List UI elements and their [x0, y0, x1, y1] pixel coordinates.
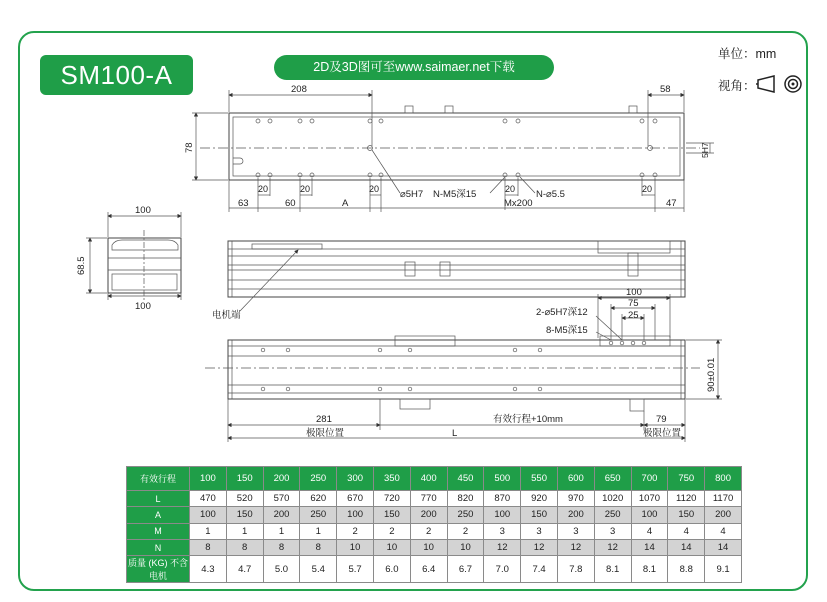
table-cell: 5.4	[300, 556, 337, 583]
table-cell: 820	[447, 491, 484, 507]
table-cell: 670	[337, 491, 374, 507]
table-cell: 10	[447, 539, 484, 555]
table-cell: 1	[226, 523, 263, 539]
table-cell: 200	[263, 507, 300, 523]
table-cell: 6.7	[447, 556, 484, 583]
table-cell: 1070	[631, 491, 668, 507]
table-cell: 7.0	[484, 556, 521, 583]
table-row	[127, 539, 742, 555]
table-cell: 150	[521, 507, 558, 523]
bottom-dim-height: 90±0.01	[706, 357, 717, 392]
table-cell: 7.8	[557, 556, 594, 583]
table-cell: 8.1	[594, 556, 631, 583]
dim-208: 208	[291, 84, 307, 95]
table-cell: 450	[447, 467, 484, 491]
dim-78: 78	[184, 142, 195, 153]
end-view	[86, 212, 181, 300]
table-cell: 4.7	[226, 556, 263, 583]
table-cell: 8	[300, 539, 337, 555]
dim-20-d: 20	[505, 184, 516, 194]
limit-right: 极限位置	[643, 428, 682, 439]
dim-58: 58	[660, 84, 671, 95]
table-cell: 620	[300, 491, 337, 507]
table-cell: 1	[263, 523, 300, 539]
table-cell: 3	[594, 523, 631, 539]
table-cell: 920	[521, 491, 558, 507]
unit-label: 单位：mm	[718, 47, 777, 61]
table-cell: 14	[668, 539, 705, 555]
label-hole: ⌀5H7	[400, 189, 424, 200]
table-cell: 8	[190, 539, 227, 555]
table-cell: 8	[226, 539, 263, 555]
table-cell: 100	[190, 467, 227, 491]
table-cell: 400	[410, 467, 447, 491]
table-cell: 720	[373, 491, 410, 507]
table-row	[127, 523, 742, 539]
dim-5h7: 5H7	[700, 142, 710, 158]
bottom-dim-75: 75	[628, 298, 639, 309]
table-cell: 9.1	[705, 556, 742, 583]
table-cell: 100	[337, 507, 374, 523]
table-cell: 10	[373, 539, 410, 555]
thread-label: 8-M5深15	[546, 325, 588, 336]
table-cell: 200	[263, 467, 300, 491]
table-cell: 12	[521, 539, 558, 555]
download-link[interactable]: 2D及3D图可至www.saimaer.net下载	[274, 55, 554, 80]
dim-20-c: 20	[369, 184, 380, 194]
table-row	[127, 507, 742, 523]
table-cell: 300	[337, 467, 374, 491]
dim-20-a: 20	[258, 184, 269, 194]
table-cell: 2	[410, 523, 447, 539]
table-cell: 3	[557, 523, 594, 539]
table-cell: 600	[557, 467, 594, 491]
end-dim-top: 100	[135, 205, 151, 216]
table-cell: 150	[668, 507, 705, 523]
table-cell: 12	[557, 539, 594, 555]
dim-20-b: 20	[300, 184, 311, 194]
row-label: L	[127, 491, 190, 507]
dim-20-e: 20	[642, 184, 653, 194]
table-cell: 570	[263, 491, 300, 507]
dim-63: 63	[238, 198, 249, 209]
table-cell: 4	[668, 523, 705, 539]
table-cell: 4	[631, 523, 668, 539]
table-cell: 5.0	[263, 556, 300, 583]
table-cell: 1	[300, 523, 337, 539]
table-cell: 1120	[668, 491, 705, 507]
table-cell: 10	[410, 539, 447, 555]
dim-47: 47	[666, 198, 677, 209]
row-label: N	[127, 539, 190, 555]
label-n55: N-⌀5.5	[536, 189, 565, 200]
table-cell: 200	[410, 507, 447, 523]
table-cell: 150	[226, 467, 263, 491]
table-cell: 770	[410, 491, 447, 507]
bottom-dim-281: 281	[316, 414, 332, 425]
table-cell: 520	[226, 491, 263, 507]
table-cell: 14	[631, 539, 668, 555]
table-cell: 150	[226, 507, 263, 523]
view-label: 视角：	[718, 79, 756, 93]
bottom-dim-79: 79	[656, 414, 667, 425]
spec-table	[126, 466, 742, 583]
table-cell: 970	[557, 491, 594, 507]
table-cell: 750	[668, 467, 705, 491]
table-row	[127, 467, 742, 491]
table-cell: 4.3	[190, 556, 227, 583]
bottom-dim-25: 25	[628, 310, 639, 321]
end-dim-bottom: 100	[135, 301, 151, 312]
table-cell: 870	[484, 491, 521, 507]
dim-l: L	[452, 428, 458, 439]
table-cell: 2	[373, 523, 410, 539]
table-cell: 6.4	[410, 556, 447, 583]
table-cell: 3	[484, 523, 521, 539]
table-cell: 800	[705, 467, 742, 491]
table-cell: 470	[190, 491, 227, 507]
bottom-dim-stroke: 有效行程+10mm	[493, 414, 563, 425]
table-cell: 500	[484, 467, 521, 491]
table-cell: 350	[373, 467, 410, 491]
dim-a: A	[342, 198, 349, 209]
table-cell: 250	[447, 507, 484, 523]
table-cell: 1	[190, 523, 227, 539]
bottom-view	[205, 294, 722, 442]
bottom-dim-100: 100	[626, 287, 642, 298]
table-cell: 650	[594, 467, 631, 491]
model-title: SM100-A	[40, 55, 193, 95]
motor-end-label: 电机端	[212, 310, 241, 321]
table-cell: 5.7	[337, 556, 374, 583]
table-cell: 700	[631, 467, 668, 491]
table-cell: 8.8	[668, 556, 705, 583]
table-cell: 2	[447, 523, 484, 539]
table-cell: 100	[484, 507, 521, 523]
table-cell: 550	[521, 467, 558, 491]
row-label: A	[127, 507, 190, 523]
row-label: M	[127, 523, 190, 539]
table-cell: 8.1	[631, 556, 668, 583]
table-cell: 7.4	[521, 556, 558, 583]
table-cell: 8	[263, 539, 300, 555]
label-nm5: N-M5深15	[433, 189, 477, 200]
table-cell: 250	[300, 507, 337, 523]
table-cell: 1020	[594, 491, 631, 507]
table-cell: 2	[337, 523, 374, 539]
limit-left: 极限位置	[306, 428, 345, 439]
table-cell: 1170	[705, 491, 742, 507]
table-cell: 100	[190, 507, 227, 523]
hole-label: 2-⌀5H7深12	[536, 307, 588, 318]
label-mx200: Mx200	[504, 198, 533, 209]
table-cell: 6.0	[373, 556, 410, 583]
dim-60: 60	[285, 198, 296, 209]
row-label: 质量 (KG) 不含电机	[127, 556, 190, 583]
table-cell: 4	[705, 523, 742, 539]
side-view	[228, 241, 685, 311]
table-cell: 14	[705, 539, 742, 555]
table-cell: 10	[337, 539, 374, 555]
row-label: 有效行程	[127, 467, 190, 491]
table-cell: 100	[631, 507, 668, 523]
table-cell: 3	[521, 523, 558, 539]
table-cell: 12	[484, 539, 521, 555]
table-cell: 250	[300, 467, 337, 491]
table-cell: 250	[594, 507, 631, 523]
table-cell: 200	[705, 507, 742, 523]
table-cell: 200	[557, 507, 594, 523]
table-cell: 150	[373, 507, 410, 523]
table-cell: 12	[594, 539, 631, 555]
table-row	[127, 556, 742, 583]
table-row	[127, 491, 742, 507]
end-dim-height: 68.5	[76, 256, 87, 275]
